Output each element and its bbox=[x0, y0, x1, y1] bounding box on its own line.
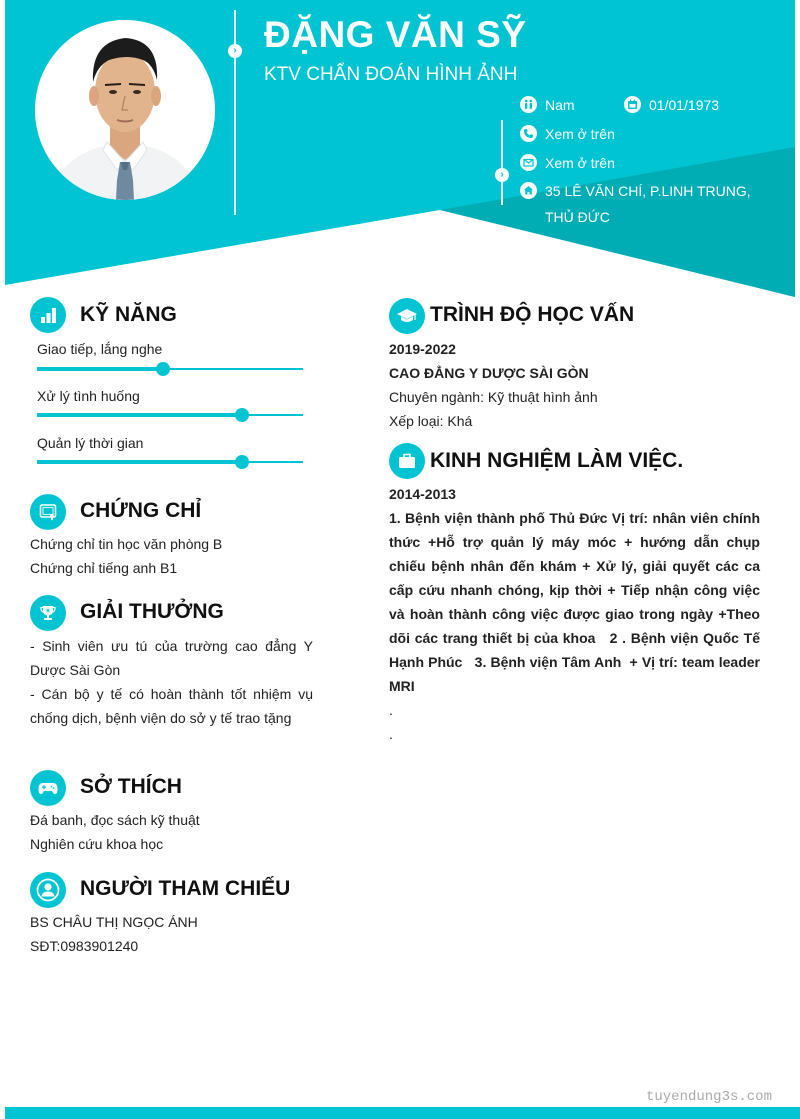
trophy-icon bbox=[30, 595, 66, 631]
header-divider-line bbox=[234, 10, 236, 215]
award-item: - Cán bộ y tế có hoàn thành tốt nhiệm vụ chống dịch, bệnh viện do sở y tế trao tặng bbox=[30, 686, 313, 726]
certificates-title: CHỨNG CHỈ bbox=[80, 499, 202, 522]
contact-email bbox=[520, 154, 615, 176]
skill-level-handle bbox=[235, 408, 249, 422]
contact-gender bbox=[520, 96, 575, 118]
award-item: - Sinh viên ưu tú của trường cao đẳng Y Dược Sài Gòn bbox=[30, 638, 313, 678]
certificate-item: Chứng chỉ tin học văn phòng B bbox=[30, 536, 223, 552]
address-value bbox=[545, 178, 751, 230]
hobby-item: Nghiên cứu khoa học bbox=[30, 836, 164, 852]
address-line-2: THỦ ĐỨC bbox=[545, 209, 610, 225]
education-title: TRÌNH ĐỘ HỌC VẤN bbox=[430, 303, 635, 326]
experience-period: 2014-2013 bbox=[389, 486, 456, 502]
experience-dot: . bbox=[389, 702, 393, 718]
gender-icon bbox=[520, 96, 537, 113]
skill-label: Quản lý thời gian bbox=[37, 435, 144, 451]
hobbies-title: SỞ THÍCH bbox=[80, 775, 182, 798]
candidate-name: ĐẶNG VĂN SỸ bbox=[264, 14, 527, 55]
skill-fill bbox=[37, 367, 163, 371]
skill-label: Xử lý tình huống bbox=[37, 388, 140, 404]
address-line-1: 35 LÊ VĂN CHÍ, P.LINH TRUNG, bbox=[545, 183, 751, 199]
contact-phone bbox=[520, 125, 615, 147]
education-school: CAO ĐẲNG Y DƯỢC SÀI GÒN bbox=[389, 365, 589, 381]
skill-fill bbox=[37, 413, 242, 417]
chevron-right-icon: › bbox=[228, 44, 242, 58]
education-major: Chuyên ngành: Kỹ thuật hình ảnh bbox=[389, 389, 598, 405]
certificate-icon bbox=[30, 494, 66, 530]
job-title: KTV CHẨN ĐOÁN HÌNH ẢNH bbox=[264, 64, 518, 85]
user-icon bbox=[30, 872, 66, 908]
mail-icon bbox=[520, 154, 537, 171]
references-title: NGƯỜI THAM CHIẾU bbox=[80, 877, 291, 900]
experience-description: 1. Bệnh viện thành phố Thủ Đức Vị trí: nhân viên chính thức +Hỗ trợ quản lý máy móc + hướng dẫn chụp chiếu bệnh nhân đến khám + Xử lý, giải quyết các ca cấp cứu nhanh chóng, kịp thời + Tiếp nhận công việc và hoàn thành công việc được giao trong ngày +Theo dõi các trang thiết bị của khoa 2 . Bệnh viện Quốc Tế Hạnh Phúc 3. Bệnh viện Tâm Anh + Vị trí: team leader MRI bbox=[389, 510, 764, 694]
education-period: 2019-2022 bbox=[389, 341, 456, 357]
watermark: tuyendung3s.com bbox=[645, 1089, 772, 1105]
reference-item: BS CHÂU THỊ NGỌC ÁNH bbox=[30, 914, 198, 930]
skill-level-handle bbox=[156, 362, 170, 376]
contact-birthday bbox=[624, 96, 719, 118]
avatar bbox=[35, 20, 215, 200]
skills-title: KỸ NĂNG bbox=[80, 303, 177, 326]
birthday-value: 01/01/1973 bbox=[649, 97, 720, 113]
graduation-cap-icon bbox=[389, 298, 425, 334]
skill-level-handle bbox=[235, 455, 249, 469]
hobby-item: Đá banh, đọc sách kỹ thuật bbox=[30, 812, 200, 828]
experience-title: KINH NGHIỆM LÀM VIỆC. bbox=[430, 449, 684, 472]
gamepad-icon bbox=[30, 770, 66, 806]
reference-item: SĐT:0983901240 bbox=[30, 938, 139, 954]
skill-fill bbox=[37, 460, 242, 464]
chevron-right-icon: › bbox=[495, 168, 509, 182]
footer-bar bbox=[5, 1107, 800, 1119]
experience-dot: . bbox=[389, 726, 393, 742]
bar-chart-icon bbox=[30, 297, 66, 333]
home-icon bbox=[520, 182, 537, 199]
certificate-item: Chứng chỉ tiếng anh B1 bbox=[30, 560, 178, 576]
phone-icon bbox=[520, 125, 537, 142]
education-grade: Xếp loại: Khá bbox=[389, 413, 473, 429]
contact-address bbox=[520, 182, 751, 230]
awards-title: GIẢI THƯỞNG bbox=[80, 600, 224, 623]
contact-divider-line bbox=[501, 120, 503, 205]
skill-label: Giao tiếp, lắng nghe bbox=[37, 341, 163, 357]
phone-value: Xem ở trên bbox=[545, 126, 615, 142]
gender-value: Nam bbox=[545, 97, 575, 113]
briefcase-icon bbox=[389, 443, 425, 479]
email-value: Xem ở trên bbox=[545, 155, 615, 171]
calendar-icon bbox=[624, 96, 641, 113]
